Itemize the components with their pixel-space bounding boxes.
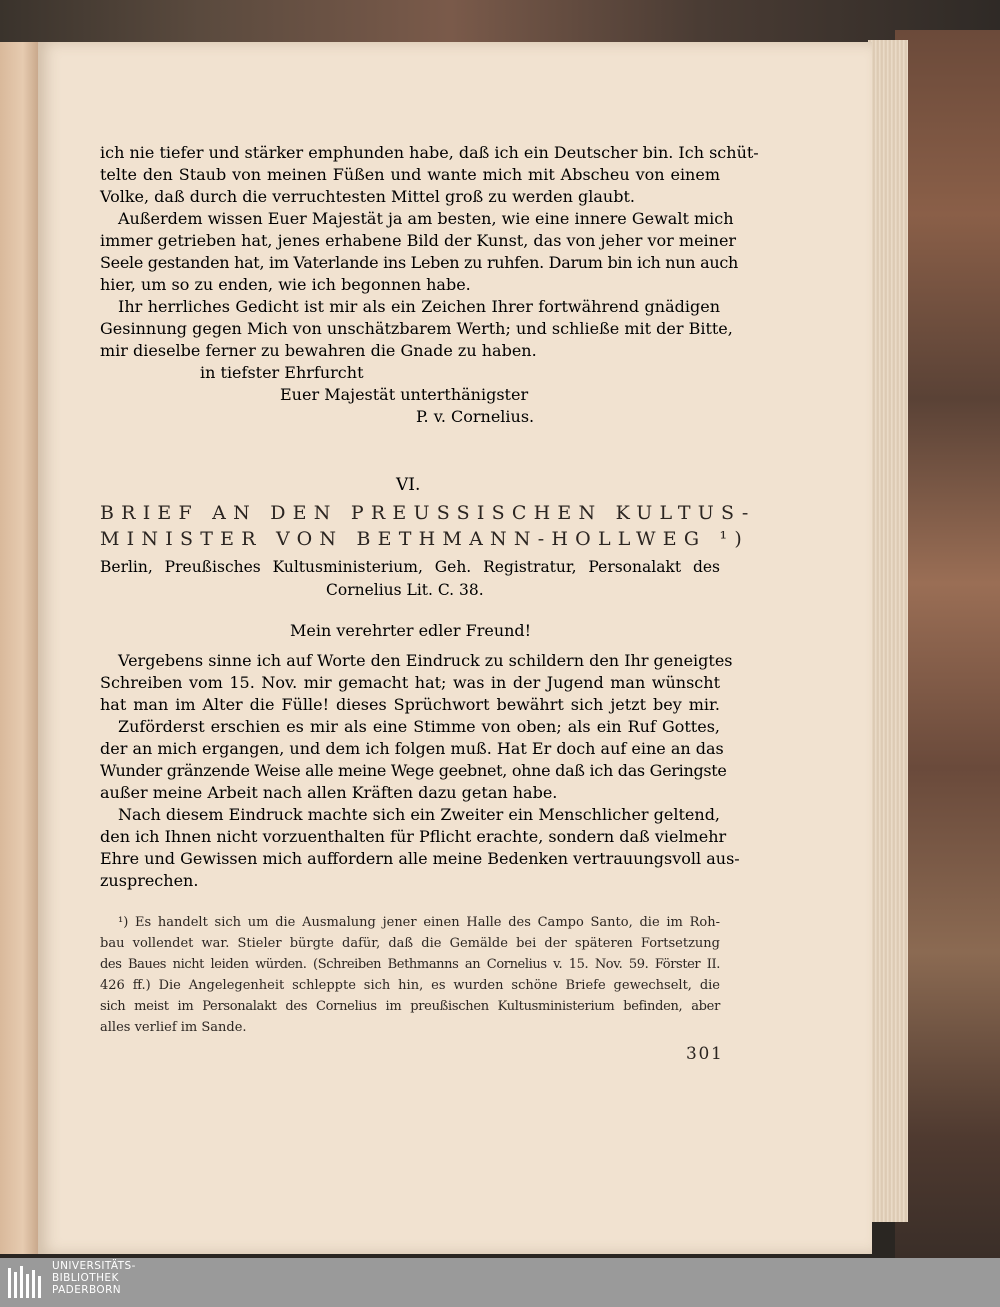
book-cover-right xyxy=(895,30,1000,1260)
source-line: Cornelius Lit. C. 38. xyxy=(326,581,484,599)
library-logo-text xyxy=(52,1260,136,1296)
section-heading: MINISTER VON BETHMANN-HOLLWEG ¹) xyxy=(100,528,749,550)
text-line: Außerdem wissen Euer Majestät ja am besten, wie eine innere Gewalt mich xyxy=(118,209,734,228)
text-line: außer meine Arbeit nach allen Kräften dazu getan habe. xyxy=(100,783,558,802)
text-line: Gesinnung gegen Mich von unschätzbarem Werth; und schließe mit der Bitte, xyxy=(100,319,733,338)
text-line: Ihr herrliches Gedicht ist mir als ein Zeichen Ihrer fortwährend gnädigen xyxy=(118,297,720,316)
text-line: Vergebens sinne ich auf Worte den Eindruck zu schildern den Ihr geneigtes xyxy=(118,651,733,670)
signature: P. v. Cornelius. xyxy=(416,407,535,426)
facing-page-edge xyxy=(0,42,38,1254)
footer-bar xyxy=(0,1258,1000,1307)
footnote-line: bau vollendet war. Stieler bürgte dafür, daß die Gemälde bei der späteren Fortsetzung xyxy=(100,936,720,951)
text-line: Volke, daß durch die verruchtesten Mittel groß zu werden glaubt. xyxy=(100,187,635,206)
section-heading: BRIEF AN DEN PREUSSISCHEN KULTUS- xyxy=(100,502,756,524)
text-line: hier, um so zu enden, wie ich begonnen habe. xyxy=(100,275,471,294)
text-line: Ehre und Gewissen mich auffordern alle meine Bedenken vertrauungsvoll aus- xyxy=(100,849,740,868)
text-line: Zuförderst erschien es mir als eine Stimme von oben; als ein Ruf Gottes, xyxy=(118,717,720,736)
text-line: Nach diesem Eindruck machte sich ein Zweiter ein Menschlicher geltend, xyxy=(118,805,721,824)
logo-line: PADERBORN xyxy=(52,1284,122,1296)
text-line: Seele gestanden hat, im Vaterlande ins Leben zu ruhfen. Darum bin ich nun auch xyxy=(100,253,738,272)
text-line: mir dieselbe ferner zu bewahren die Gnade zu haben. xyxy=(100,341,537,360)
closing-line: in tiefster Ehrfurcht xyxy=(200,363,364,382)
page-edges xyxy=(868,40,908,1222)
text-line: immer getrieben hat, jenes erhabene Bild der Kunst, das von jeher vor meiner xyxy=(100,231,737,250)
page-number: 301 xyxy=(686,1044,724,1064)
footnote-line: 426 ff.) Die Angelegenheit schleppte sich hin, es wurden schöne Briefe gewechselt, die xyxy=(100,978,720,993)
closing-line: Euer Majestät unterthänigster xyxy=(280,385,529,404)
footnote-line: ¹) Es handelt sich um die Ausmalung jener einen Halle des Campo Santo, die im Roh- xyxy=(118,915,720,930)
footnote-line: sich meist im Personalakt des Cornelius im preußischen Kultusministerium befinden, aber xyxy=(100,999,720,1014)
text-line: zusprechen. xyxy=(100,871,199,890)
book-cover-top xyxy=(0,0,1000,48)
text-line: der an mich ergangen, und dem ich folgen muß. Hat Er doch auf eine an das xyxy=(100,739,724,758)
book-page xyxy=(38,42,872,1254)
footnote-line: alles verlief im Sande. xyxy=(100,1020,247,1035)
text-line: ich nie tiefer und stärker emphunden habe, daß ich ein Deutscher bin. Ich schüt- xyxy=(100,143,759,162)
logo-line: BIBLIOTHEK xyxy=(52,1272,119,1284)
logo-line: UNIVERSITÄTS- xyxy=(52,1260,136,1272)
section-number: VI. xyxy=(396,475,421,495)
source-line: Berlin, Preußisches Kultusministerium, Geh. Registratur, Personalakt des xyxy=(100,558,720,576)
salutation: Mein verehrter edler Freund! xyxy=(290,621,532,640)
text-line: hat man im Alter die Fülle! dieses Sprüchwort bewährt sich jetzt bey mir. xyxy=(100,695,720,714)
text-line: telte den Staub von meinen Füßen und wante mich mit Abscheu von einem xyxy=(100,165,720,184)
footnote-line: des Baues nicht leiden würden. (Schreiben Bethmanns an Cornelius v. 15. Nov. 59. Förster II. xyxy=(100,957,720,972)
text-line: Wunder gränzende Weise alle meine Wege geebnet, ohne daß ich das Geringste xyxy=(100,761,727,780)
library-logo-icon xyxy=(6,1262,46,1302)
text-line: Schreiben vom 15. Nov. mir gemacht hat; was in der Jugend man wünscht xyxy=(100,673,720,692)
text-line: den ich Ihnen nicht vorzuenthalten für Pflicht erachte, sondern daß vielmehr xyxy=(100,827,727,846)
